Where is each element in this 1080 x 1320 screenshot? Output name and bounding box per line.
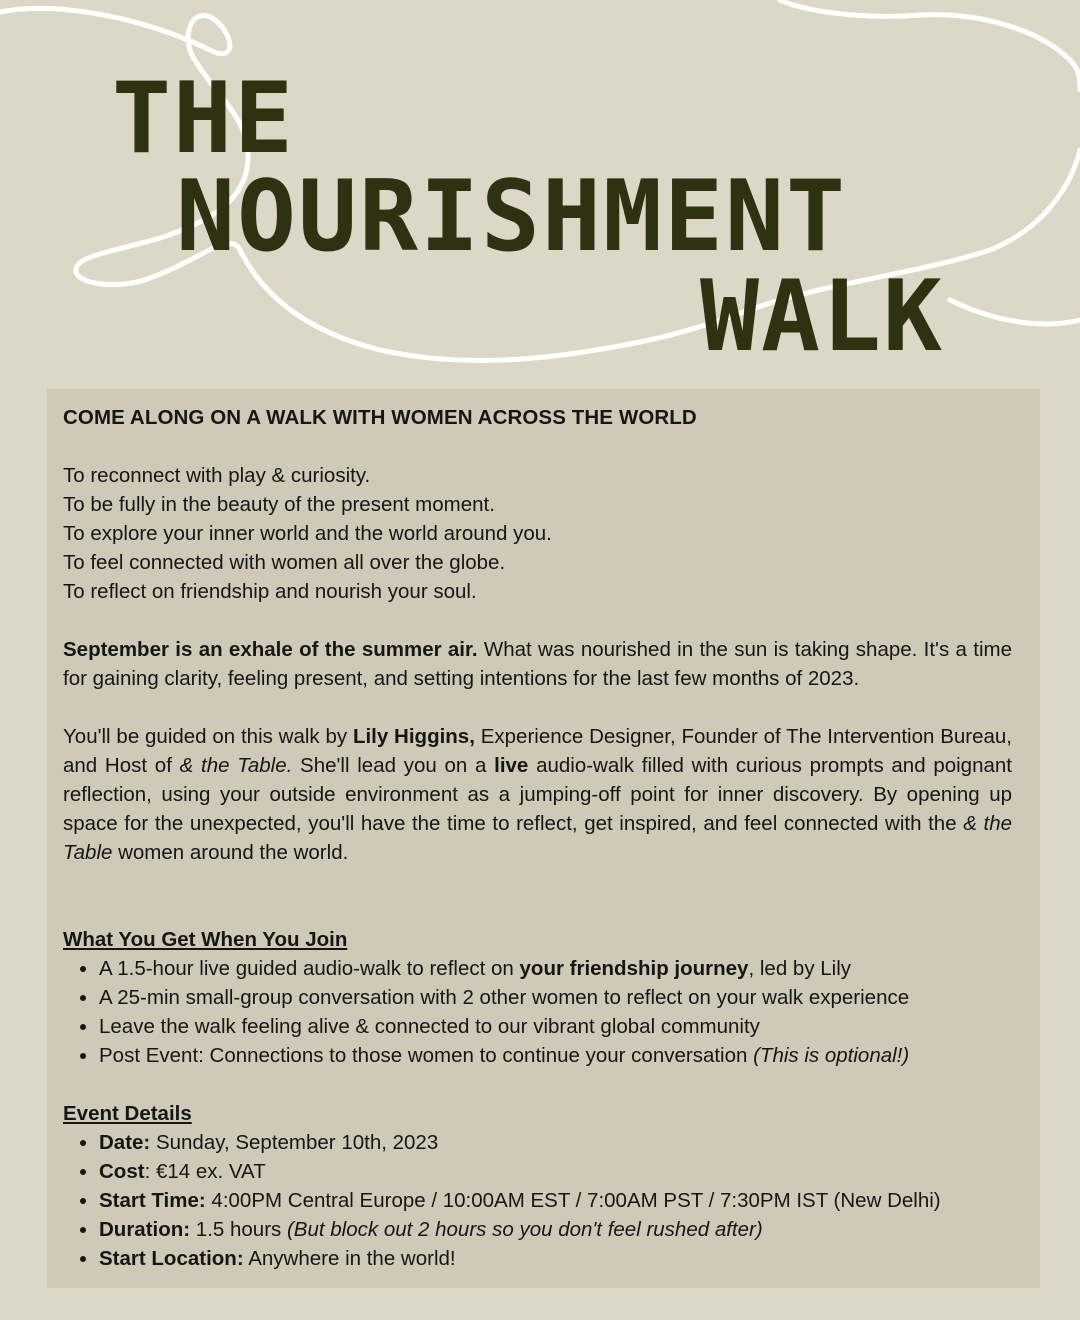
benefit-item: • Leave the walk feeling alive & connected to our vibrant global community (99, 1012, 1012, 1041)
live-emphasis: live (494, 754, 529, 777)
intro-line: To reconnect with play & curiosity. (63, 464, 371, 487)
benefit-text: A 1.5-hour live guided audio-walk to reflect on (99, 957, 520, 980)
detail-value: 4:00PM Central Europe / 10:00AM EST / 7:00AM PST / 7:30PM IST (New Delhi) (205, 1189, 941, 1212)
detail-label: Duration: (99, 1218, 191, 1241)
details-list (63, 1128, 1012, 1273)
guide-name: Lily Higgins, (352, 725, 475, 748)
title-line-2: NOURISHMENT (176, 160, 848, 274)
benefit-item (99, 954, 1012, 983)
detail-location (99, 1244, 1012, 1273)
guide-paragraph (63, 722, 1012, 867)
intro-line: To be fully in the beauty of the present moment. (63, 493, 495, 516)
detail-label: Date: (99, 1131, 151, 1154)
intro-line: To feel connected with women all over the globe. (63, 551, 506, 574)
intro-line: To reflect on friendship and nourish your soul. (63, 580, 477, 603)
detail-value: : €14 ex. VAT (144, 1160, 266, 1183)
guide-text: She'll lead you on a (292, 754, 495, 777)
benefit-item: • A 25-min small-group conversation with 2 other women to reflect on your walk experience (99, 983, 1012, 1012)
september-lead: September is an exhale of the summer air. (63, 638, 478, 661)
benefits-title: What You Get When You Join (63, 928, 348, 951)
detail-duration (99, 1215, 1012, 1244)
intro-line: To explore your inner world and the world around you. (63, 522, 552, 545)
benefit-note: (This is optional!) (753, 1044, 910, 1067)
content-panel (47, 389, 1040, 1288)
detail-cost (99, 1157, 1012, 1186)
september-text: What was nourished in the sun is taking shape. It's a time for gaining clarity, feeling present, and setting intentions for the last few months of 2023. (63, 638, 1012, 690)
september-paragraph (63, 635, 1012, 693)
title-line-1: THE (112, 62, 296, 176)
benefit-item (99, 1041, 1012, 1070)
title-line-3: WALK (700, 260, 945, 374)
guide-text: women around the world. (112, 841, 349, 864)
detail-note: (But block out 2 hours so you don't feel rushed after) (286, 1218, 763, 1241)
guide-text: audio-walk filled with curious prompts and poignant reflection, using your outside environment as a jumping-off point for inner discovery. By opening up space for the unexpected, you'll have the time to reflect, get inspired, and feel connected with the (63, 754, 1012, 835)
intro-lines (63, 461, 1012, 606)
detail-value: Anywhere in the world! (243, 1247, 456, 1270)
detail-date (99, 1128, 1012, 1157)
benefit-text: Post Event: Connections to those women to continue your conversation (99, 1044, 754, 1067)
detail-start-time (99, 1186, 1012, 1215)
detail-label: Start Location: (99, 1247, 244, 1270)
intro-heading: COME ALONG ON A WALK WITH WOMEN ACROSS THE WORLD (63, 406, 697, 429)
detail-label: Start Time: (99, 1189, 206, 1212)
show-name: & the Table (63, 812, 1012, 864)
detail-value: 1.5 hours (190, 1218, 287, 1241)
benefit-emphasis: your friendship journey (519, 957, 749, 980)
details-title: Event Details (63, 1102, 192, 1125)
show-name: & the Table. (179, 754, 293, 777)
benefit-text: , led by Lily (748, 957, 852, 980)
guide-text: You'll be guided on this walk by (63, 725, 353, 748)
detail-label: Cost (99, 1160, 145, 1183)
guide-text: Experience Designer, Founder of The Intervention Bureau, and Host of (63, 725, 1012, 777)
benefits-list (63, 954, 1012, 1070)
detail-value: Sunday, September 10th, 2023 (150, 1131, 439, 1154)
